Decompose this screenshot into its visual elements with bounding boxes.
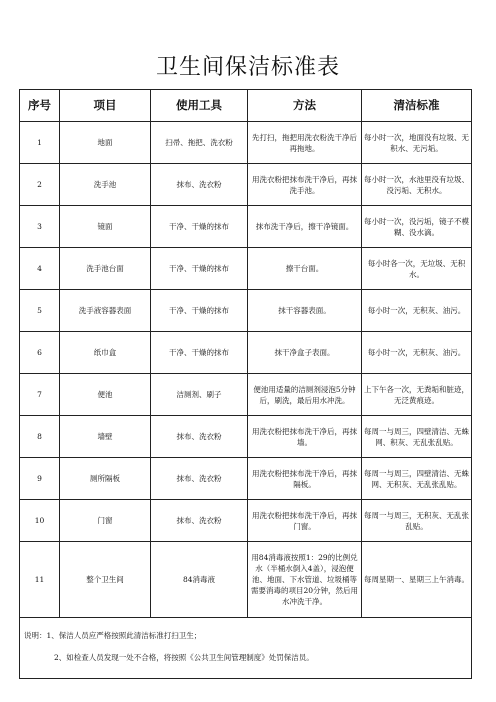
- cell-tools: 干净、干燥的抹布: [151, 290, 248, 332]
- cell-item: 墙壁: [60, 416, 151, 458]
- cell-no: 3: [20, 206, 60, 248]
- cell-tools: 干净、干燥的抹布: [151, 332, 248, 374]
- cell-method: 擦干台面。: [248, 248, 362, 290]
- cell-no: 9: [20, 458, 60, 500]
- cell-method: 用洗衣粉把抹布洗干净后，再抹墙。: [248, 416, 362, 458]
- cell-tools: 干净、干燥的抹布: [151, 206, 248, 248]
- cleaning-standard-table: [19, 89, 472, 679]
- cell-item: 洗手池: [60, 164, 151, 206]
- cell-item: 镜面: [60, 206, 151, 248]
- table-row: [20, 416, 472, 458]
- cell-tools: 抹布、洗衣粉: [151, 416, 248, 458]
- cell-item: 便池: [60, 374, 151, 416]
- cell-method: 用84消毒液按照1：29的比例兑水（半桶水倒入4盖），浸泡便池、地面、下水管道、垃圾桶等需要消毒的项目20分钟，然后用水冲洗干净。: [248, 542, 362, 618]
- cell-tools: 84消毒液: [151, 542, 248, 618]
- table-row: [20, 374, 472, 416]
- table-row: [20, 500, 472, 542]
- header-item: 项目: [60, 90, 151, 122]
- table-row: [20, 290, 472, 332]
- table-row: [20, 248, 472, 290]
- notes-row: [20, 618, 472, 679]
- table-row: [20, 164, 472, 206]
- cell-method: 用洗衣粉把抹布洗干净后，再抹隔板。: [248, 458, 362, 500]
- cell-tools: 抹布、洗衣粉: [151, 458, 248, 500]
- table-header-row: [20, 90, 472, 122]
- table-row: [20, 458, 472, 500]
- cell-method: 先打扫，拖把用洗衣粉洗干净后再拖地。: [248, 122, 362, 164]
- cell-method: 用洗衣粉把抹布洗干净后，再抹门窗。: [248, 500, 362, 542]
- cell-no: 2: [20, 164, 60, 206]
- cell-standard: 每小时一次，无积灰、油污。: [362, 290, 472, 332]
- notes-cell: [20, 618, 472, 679]
- cell-item: 厕所隔板: [60, 458, 151, 500]
- table-row: [20, 542, 472, 618]
- cell-standard: 每周星期一、星期三上午消毒。: [362, 542, 472, 618]
- cell-method: 抹布洗干净后，擦干净镜面。: [248, 206, 362, 248]
- cell-no: 4: [20, 248, 60, 290]
- cell-item: 纸巾盒: [60, 332, 151, 374]
- cell-standard: 每小时一次，没污垢，镜子不模糊、没水滴。: [362, 206, 472, 248]
- cell-standard: 每周一与周三，无积灰、无乱张乱贴。: [362, 500, 472, 542]
- cell-tools: 洁厕剂、刷子: [151, 374, 248, 416]
- cell-no: 10: [20, 500, 60, 542]
- cell-standard: 每周一与周三，四壁清洁、无蛛网、无积灰、无乱张乱贴。: [362, 458, 472, 500]
- cell-no: 1: [20, 122, 60, 164]
- cell-method: 抹干容器表面。: [248, 290, 362, 332]
- cell-no: 5: [20, 290, 60, 332]
- cell-standard: 每小时一次，水池里没有垃圾、没污垢、无积水。: [362, 164, 472, 206]
- cell-tools: 抹布、洗衣粉: [151, 500, 248, 542]
- table-row: [20, 332, 472, 374]
- cell-tools: 抹布、洗衣粉: [151, 164, 248, 206]
- cell-tools: 干净、干燥的抹布: [151, 248, 248, 290]
- page-title: 卫生间保洁标准表: [155, 55, 340, 80]
- header-tools: 使用工具: [151, 90, 248, 122]
- cell-item: 洗手液容器表面: [60, 290, 151, 332]
- header-method: 方法: [248, 90, 362, 122]
- header-standard: 清洁标准: [362, 90, 472, 122]
- cell-no: 7: [20, 374, 60, 416]
- cell-method: 抹干净盒子表面。: [248, 332, 362, 374]
- cell-method: 用洗衣粉把抹布洗干净后，再抹洗手池。: [248, 164, 362, 206]
- cell-method: 便池用适量的洁厕剂浸泡5分钟后，刷洗，最后用水冲洗。: [248, 374, 362, 416]
- table-row: [20, 206, 472, 248]
- cell-item: 洗手池台面: [60, 248, 151, 290]
- cell-item: 门窗: [60, 500, 151, 542]
- cell-no: 11: [20, 542, 60, 618]
- cell-standard: 每小时各一次，无垃圾、无积水。: [362, 248, 472, 290]
- header-no: 序号: [20, 90, 60, 122]
- note-line-2: 2、如检查人员发现一处不合格，将按照《公共卫生间管理制度》处罚保洁员。: [54, 653, 314, 662]
- cell-standard: 每周一与周三，四壁清洁、无蛛网、积灰、无乱张乱贴。: [362, 416, 472, 458]
- cell-no: 8: [20, 416, 60, 458]
- cell-item: 地面: [60, 122, 151, 164]
- cell-tools: 扫帚、拖把、洗衣粉: [151, 122, 248, 164]
- cell-no: 6: [20, 332, 60, 374]
- cell-standard: 每小时一次，地面没有垃圾、无积水、无污垢。: [362, 122, 472, 164]
- cell-standard: 上下午各一次，无粪垢和脏迹，无泛黄痕迹。: [362, 374, 472, 416]
- note-line-1: 说明：1、保洁人员应严格按照此清洁标准打扫卫生；: [24, 631, 202, 640]
- cell-standard: 每小时一次，无积灰、油污。: [362, 332, 472, 374]
- table-row: [20, 122, 472, 164]
- cell-item: 整个卫生间: [60, 542, 151, 618]
